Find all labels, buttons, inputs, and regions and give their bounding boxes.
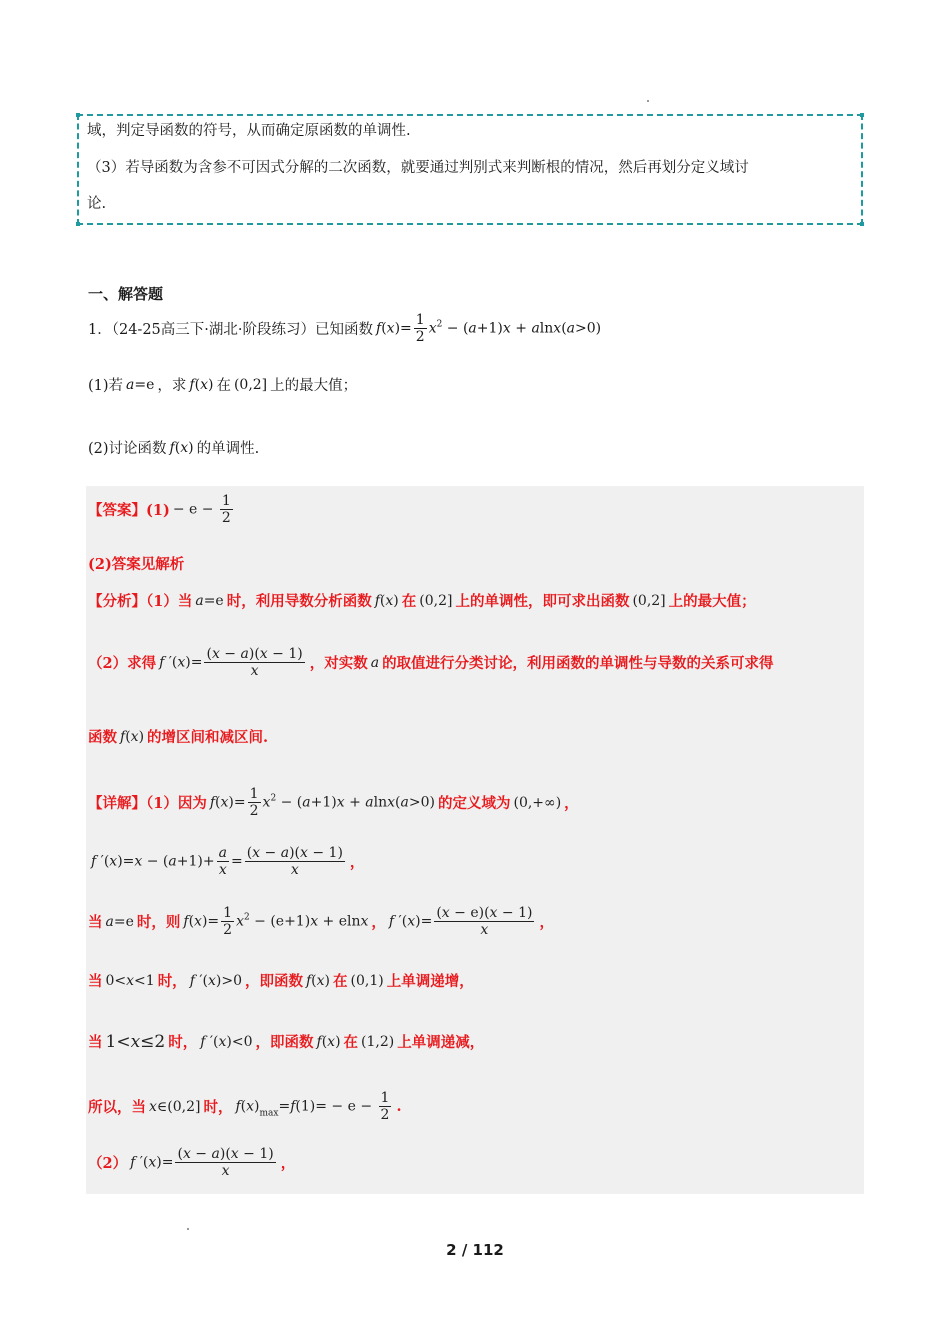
math-interval-0-2: (0,2] <box>632 592 666 609</box>
detail-text: ，即函数 <box>244 973 303 990</box>
detail-text: 在 <box>343 1034 359 1051</box>
math-fx: f(x) <box>316 1033 341 1050</box>
detail-line-2 <box>88 845 364 878</box>
question-part-1 <box>88 374 357 395</box>
detail-text: 【详解】（1）因为 <box>88 795 207 813</box>
detail-text: 上单调递减， <box>397 1034 485 1051</box>
detail-text: 当 <box>88 1034 103 1051</box>
math-fx: f(x) <box>169 439 194 456</box>
part2-text: 的单调性. <box>196 441 260 457</box>
math-a-eq-e: a=e <box>105 913 134 930</box>
math-fx: f(x) <box>120 728 145 745</box>
tip-line-1: 域，判定导函数的符号，从而确定原函数的单调性. <box>87 123 411 139</box>
detail-text: 当 <box>88 914 103 932</box>
detail-text: . <box>396 1098 402 1116</box>
detail-text: ， <box>280 1155 296 1173</box>
math-derivative: f ′(x)= $\frac{(x - a)(x - 1)}{x}$ <box>159 646 303 680</box>
detail-text: 时， <box>168 1034 198 1051</box>
answer-label: 【答案】(1) <box>88 502 170 520</box>
analysis-line-1 <box>88 590 756 611</box>
function-definition: f(x)= $\frac{1}{2}$ $x^2 - (a+1)x + alnx(a>0)$ <box>209 786 435 820</box>
analysis-text: 在 <box>401 593 417 610</box>
analysis-text: 的取值进行分类讨论，利用函数的单调性与导数的关系可求得 <box>382 655 774 673</box>
detail-line-3 <box>88 905 554 938</box>
speck <box>647 100 649 102</box>
function-definition: f(x)= $\frac{1}{2}$ $x^2 - (a+1)x + alnx(a>0)$ <box>376 312 602 346</box>
detail-line-1 <box>88 786 579 819</box>
math-interval-0-1: (0,1) <box>350 972 384 989</box>
part1-text: 在 <box>216 378 231 394</box>
detail-text: 的定义域为 <box>437 795 511 813</box>
part2-text: (2)讨论函数 <box>88 441 167 457</box>
detail-text: 时，则 <box>136 914 181 932</box>
answer-part-2: (2)答案见解析 <box>88 556 185 573</box>
math-range-1-2: 1<x≤2 <box>105 1031 166 1052</box>
page-number: 2 / 112 <box>446 1241 504 1259</box>
section-title: 一、解答题 <box>88 285 164 303</box>
detail-text: ， <box>564 795 579 813</box>
analysis-text: 时，利用导数分析函数 <box>226 593 372 610</box>
tip-line-3: 论. <box>87 196 107 212</box>
analysis-text: 的增区间和减区间. <box>147 729 269 746</box>
analysis-text: 函数 <box>88 729 117 746</box>
detail-text: 在 <box>333 973 348 990</box>
detail-line-7 <box>88 1146 295 1179</box>
corner-mark <box>76 222 80 226</box>
math-fx: f(x) <box>305 972 331 989</box>
math-function-e: f(x)= $\frac{1}{2}$ $x^2 - (e+1)x + elnx$ <box>183 905 369 939</box>
math-x-in-interval: x∈(0,2] <box>149 1098 201 1115</box>
question-prefix: 1．（24-25高三下·湖北·阶段练习）已知函数 <box>88 322 373 339</box>
math-fx: f(x) <box>189 376 214 393</box>
detail-text: ，即函数 <box>255 1034 314 1051</box>
analysis-text: 【分析】（1）当 <box>88 593 193 610</box>
analysis-line-3 <box>88 726 268 747</box>
detail-text: （2） <box>88 1155 128 1173</box>
math-derivative-expanded: f ′(x)=x − (a+1)+ $\frac{a}{x}$ = $\frac{(x - a)(x - 1)}{x}$ <box>91 845 343 879</box>
corner-mark <box>860 222 864 226</box>
math-domain: (0,+∞) <box>513 794 562 811</box>
detail-text: ， <box>539 914 554 932</box>
detail-line-4 <box>88 970 474 991</box>
detail-text: 所以，当 <box>88 1099 146 1117</box>
math-positive-derivative: f ′(x)>0 <box>189 972 242 989</box>
analysis-text: （2）求得 <box>88 655 157 673</box>
answer-line <box>88 493 238 526</box>
math-a-eq-e: a=e <box>126 376 155 393</box>
speck <box>187 1228 189 1230</box>
part1-text: (1)若 <box>88 378 124 394</box>
math-interval-0-2: (0,2] <box>419 592 453 609</box>
detail-line-6 <box>88 1090 402 1123</box>
detail-text: 时， <box>157 973 187 990</box>
tip-box <box>77 114 863 225</box>
detail-text: 时， <box>203 1099 233 1117</box>
math-negative-derivative: f ′(x)<0 <box>200 1033 253 1050</box>
detail-text: 上单调递增， <box>386 973 474 990</box>
math-a: a <box>370 654 380 671</box>
question-part-2 <box>88 437 259 458</box>
analysis-text: 上的最大值； <box>668 593 756 610</box>
question-stem <box>88 312 604 345</box>
math-interval-0-2: (0,2] <box>233 376 268 393</box>
math-fx: f(x) <box>374 592 399 609</box>
detail-text: ， <box>371 914 386 932</box>
math-answer-1: − e − $\frac{1}{2}$ <box>172 493 231 527</box>
detail-line-5 <box>88 1031 484 1052</box>
math-maximum: $f(x)_{max}=f(1)= - e$ − $\frac{1}{2}$ <box>235 1090 390 1124</box>
tip-line-2: （3）若导函数为含参不可因式分解的二次函数，就要通过判别式来判断根的情况，然后再划分定义域讨 <box>87 160 749 176</box>
detail-text: ， <box>349 854 365 872</box>
math-range-0-1: 0<x<1 <box>105 972 155 989</box>
analysis-text: 上的单调性，即可求出函数 <box>455 593 630 610</box>
math-interval-1-2: (1,2) <box>361 1033 395 1050</box>
math-a-eq-e: a=e <box>195 592 224 609</box>
corner-mark <box>76 113 80 117</box>
corner-mark <box>860 113 864 117</box>
analysis-text: ，对实数 <box>309 655 368 673</box>
math-derivative: f ′(x)= $\frac{(x - a)(x - 1)}{x}$ <box>130 1146 274 1180</box>
part1-text: ，求 <box>157 378 187 394</box>
part1-text: 上的最大值； <box>270 378 358 394</box>
analysis-line-2 <box>88 646 774 679</box>
math-derivative-e: f ′(x)= $\frac{(x - e)(x - 1)}{x}$ <box>388 905 533 939</box>
detail-text: 当 <box>88 973 103 990</box>
